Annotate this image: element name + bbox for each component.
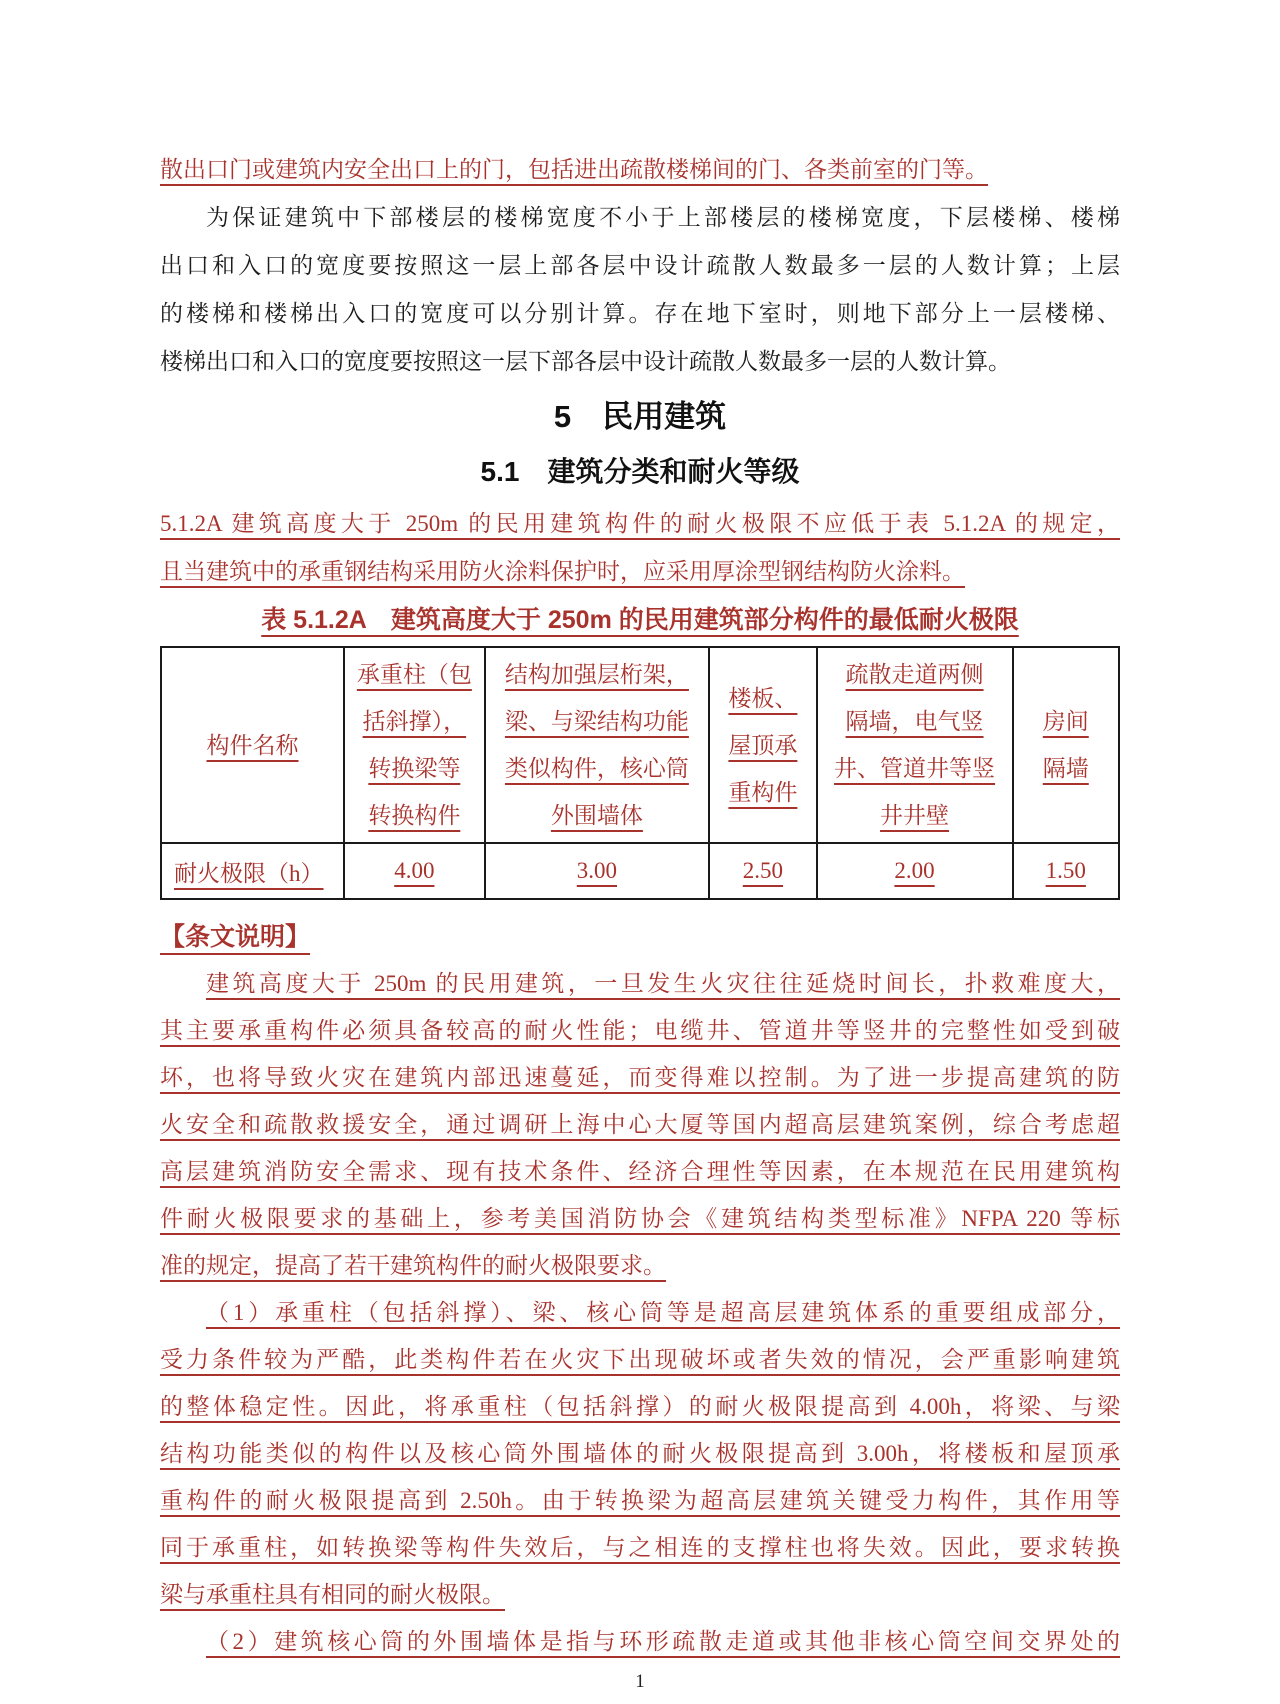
text-line-content: 楼板、 <box>728 685 798 711</box>
text-line <box>160 1101 1120 1148</box>
table-data-row <box>161 843 1119 899</box>
text-line-content: 的整体稳定性。因此，将承重柱（包括斜撑）的耐火极限提高到 4.00h，将梁、与梁 <box>160 1394 1120 1419</box>
text-line-content: 转换构件 <box>368 803 461 828</box>
table-header-cell-component-name <box>161 647 344 843</box>
fire-resistance-label: 耐火极限（h） <box>174 860 324 886</box>
text-line-content: 且当建筑中的承重钢结构采用防火涂料保护时，应采用厚涂型钢结构防火涂料。 <box>160 559 965 584</box>
text-line <box>160 242 1120 290</box>
text-line <box>712 722 813 769</box>
text-line-content: 5.1.2A 建筑高度大于 250m 的民用建筑构件的耐火极限不应低于表 5.1.2A 的规定， <box>160 511 1120 536</box>
intro-paragraph <box>160 194 1120 386</box>
table-cell-fire-resistance-label <box>161 843 344 899</box>
text-line-content: 准的规定，提高了若干建筑构件的耐火极限要求。 <box>160 1253 666 1278</box>
table-header-cell-corridor-shaft-walls <box>817 647 1013 843</box>
table-cell-value-trusses <box>485 843 710 899</box>
table-header-cell-trusses-beams-core-walls <box>485 647 710 843</box>
value-trusses: 3.00 <box>576 858 618 883</box>
text-line <box>820 792 1010 839</box>
text-line-content: 为保证建筑中下部楼层的楼梯宽度不小于上部楼层的楼梯宽度，下层楼梯、楼梯 <box>206 205 1120 230</box>
text-line <box>1016 698 1116 745</box>
value-corridor-walls: 2.00 <box>894 858 935 883</box>
text-line <box>160 960 1120 1007</box>
text-line <box>160 1477 1120 1524</box>
text-line-content: 散出口门或建筑内安全出口上的门，包括进出疏散楼梯间的门、各类前室的门等。 <box>160 157 988 182</box>
table-header-row <box>161 647 1119 843</box>
text-line <box>820 651 1010 698</box>
text-line <box>347 651 482 698</box>
text-line <box>488 651 707 698</box>
text-line <box>820 698 1010 745</box>
text-line <box>160 1242 1120 1289</box>
table-cell-value-floors <box>709 843 816 899</box>
text-line-content: （2）建筑核心筒的外围墙体是指与环形疏散走道或其他非核心筒空间交界处的 <box>206 1629 1120 1654</box>
text-line-content: 出口和入口的宽度要按照这一层上部各层中设计疏散人数最多一层的人数计算；上层 <box>160 253 1120 278</box>
table-cell-value-partitions <box>1013 843 1119 899</box>
text-line <box>347 698 482 745</box>
text-line <box>488 745 707 792</box>
text-line <box>347 792 482 839</box>
value-columns: 4.00 <box>394 858 435 883</box>
table-header-cell-load-bearing-columns <box>344 647 485 843</box>
text-line-content: 隔墙 <box>1042 756 1089 781</box>
commentary-label <box>160 914 1120 960</box>
commentary-paragraph-2 <box>160 1289 1120 1618</box>
text-line-content: 转换梁等 <box>368 756 461 781</box>
text-line-content: 其主要承重构件必须具备较高的耐火性能；电缆井、管道井等竖井的完整性如受到破 <box>160 1018 1120 1043</box>
text-line-content: 高层建筑消防安全需求、现有技术条件、经济合理性等因素，在本规范在民用建筑构 <box>160 1159 1120 1184</box>
clause-5-1-2a <box>160 500 1120 596</box>
text-line-content: 重构件的耐火极限提高到 2.50h。由于转换梁为超高层建筑关键受力构件，其作用等 <box>160 1488 1120 1513</box>
value-floors: 2.50 <box>742 858 784 883</box>
table-cell-value-corridor-walls <box>817 843 1013 899</box>
text-line <box>820 745 1010 792</box>
commentary-label-text: 【条文说明】 <box>160 923 311 951</box>
commentary-paragraph-3 <box>160 1618 1120 1665</box>
text-line <box>160 1148 1120 1195</box>
text-line-content: 火安全和疏散救援安全，通过调研上海中心大厦等国内超高层建筑案例，综合考虑超 <box>160 1112 1120 1137</box>
commentary-paragraph-1 <box>160 960 1120 1289</box>
text-line-content: 同于承重柱，如转换梁等构件失效后，与之相连的支撑柱也将失效。因此，要求转换 <box>160 1535 1120 1560</box>
text-line-content: 楼梯出口和入口的宽度要按照这一层下部各层中设计疏散人数最多一层的人数计算。 <box>160 349 1011 374</box>
text-line-content: 类似构件，核心筒 <box>504 756 689 781</box>
text-line-content: 梁与承重柱具有相同的耐火极限。 <box>160 1582 505 1607</box>
text-line <box>160 1571 1120 1618</box>
text-line <box>347 745 482 792</box>
table-header-cell-floor-roof-members <box>709 647 816 843</box>
text-line-content: 受力条件较为严酷，此类构件若在火灾下出现破坏或者失效的情况，会严重影响建筑 <box>160 1347 1120 1372</box>
text-line <box>164 722 341 769</box>
text-line-content: 结构加强层桁架， <box>504 662 689 687</box>
value-partitions: 1.50 <box>1045 858 1086 883</box>
text-line-content: 件耐火极限要求的基础上，参考美国消防协会《建筑结构类型标准》NFPA 220 等标 <box>160 1206 1120 1231</box>
text-line-content: 屋顶承 <box>728 732 798 758</box>
text-line <box>160 1383 1120 1430</box>
text-line <box>1016 745 1116 792</box>
text-line <box>488 792 707 839</box>
text-line <box>160 1054 1120 1101</box>
text-line <box>160 1524 1120 1571</box>
text-line-content: 括斜撑）， <box>362 709 467 734</box>
text-line <box>712 769 813 816</box>
table-header-cell-room-partitions <box>1013 647 1119 843</box>
table-caption <box>160 598 1120 642</box>
table-cell-value-columns <box>344 843 485 899</box>
page-number: 1 <box>635 1671 645 1692</box>
text-line <box>160 1336 1120 1383</box>
text-line-content: 隔墙，电气竖 <box>845 709 984 734</box>
text-line <box>160 1430 1120 1477</box>
table-caption-text: 表 5.1.2A 建筑高度大于 250m 的民用建筑部分构件的最低耐火极限 <box>261 606 1019 634</box>
text-line <box>160 1195 1120 1242</box>
text-line <box>160 1007 1120 1054</box>
text-line <box>160 338 1120 386</box>
text-line-content: 房间 <box>1042 709 1089 734</box>
text-line <box>160 290 1120 338</box>
text-line <box>712 675 813 722</box>
text-line <box>160 548 1120 596</box>
text-line <box>160 194 1120 242</box>
text-line-content: 疏散走道两侧 <box>845 662 984 687</box>
fire-resistance-table <box>160 646 1120 900</box>
carryover-paragraph <box>160 146 1120 194</box>
text-line <box>488 698 707 745</box>
text-line-content: 构件名称 <box>206 732 299 758</box>
text-line-content: （1）承重柱（包括斜撑）、梁、核心筒等是超高层建筑体系的重要组成部分， <box>206 1300 1120 1325</box>
text-line <box>160 1618 1120 1665</box>
text-line-content: 结构功能类似的构件以及核心筒外围墙体的耐火极限提高到 3.00h，将楼板和屋顶承 <box>160 1441 1120 1466</box>
text-line <box>160 146 1120 194</box>
text-line-content: 外围墙体 <box>550 803 643 828</box>
text-line-content: 坏，也将导致火灾在建筑内部迅速蔓延，而变得难以控制。为了进一步提高建筑的防 <box>160 1065 1120 1090</box>
text-line-content: 重构件 <box>728 779 798 805</box>
text-line-content: 梁、与梁结构功能 <box>504 709 689 734</box>
section-heading: 5.1 建筑分类和耐火等级 <box>480 456 800 487</box>
text-line-content: 建筑高度大于 250m 的民用建筑，一旦发生火灾往往延烧时间长，扑救难度大， <box>206 971 1120 996</box>
text-line <box>160 500 1120 548</box>
text-line-content: 的楼梯和楼梯出入口的宽度可以分别计算。存在地下室时，则地下部分上一层楼梯、 <box>160 301 1120 326</box>
text-line <box>160 1289 1120 1336</box>
text-line-content: 井井壁 <box>880 803 950 828</box>
text-line-content: 承重柱（包 <box>356 662 472 687</box>
text-line-content: 井、管道井等竖 <box>834 756 996 781</box>
chapter-heading: 5 民用建筑 <box>553 399 727 434</box>
